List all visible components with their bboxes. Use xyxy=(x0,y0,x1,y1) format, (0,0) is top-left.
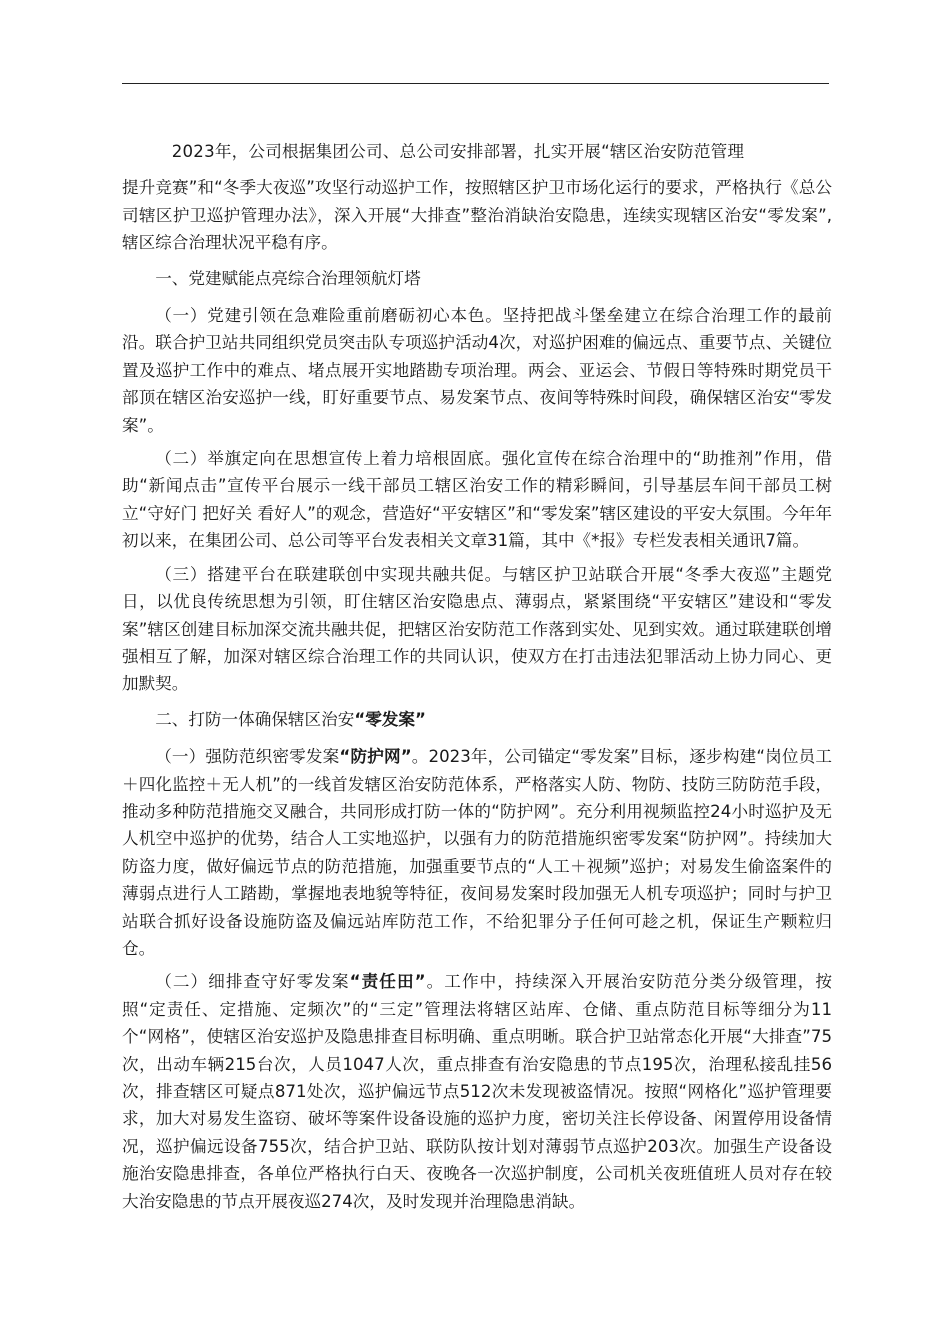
section-2-heading xyxy=(122,706,832,733)
section-2-para-1-body: 。2023年，公司锚定“零发案”目标，逐步构建“岗位员工＋四化监控＋无人机”的一线首发辖区治安防范体系，严格落实人防、物防、技防三防防范手段，推动多种防范措施交叉融合，共同形成打防一体的“防护网”。充分利用视频监控24小时巡护及无人机空中巡护的优势，结合人工实地巡护，以强有力的防范措施织密零发案“防护网”。持续加大防盗力度，做好偏远节点的防范措施，加强重要节点的“人工＋视频”巡护；对易发生偷盗案件的薄弱点进行人工踏勘，掌握地表地貌等特征，夜间易发案时段加强无人机专项巡护；同时与护卫站联合抓好设备设施防盗及偏远站库防范工作，不给犯罪分子任何可趁之机，保证生产颗粒归仓。 xyxy=(122,747,832,958)
section-1-para-1: （一）党建引领在急难险重前磨砺初心本色。坚持把战斗堡垒建立在综合治理工作的最前沿。联合护卫站共同组织党员突击队专项巡护活动4次，对巡护困难的偏远点、重要节点、关键位置及巡护工作中的难点、堵点展开实地踏勘专项治理。两会、亚运会、节假日等特殊时期党员干部顶在辖区治安巡护一线，盯好重要节点、易发案节点、夜间等特殊时间段，确保辖区治安“零发案”。 xyxy=(122,306,832,435)
section-2-heading-emphasis: “零发案” xyxy=(354,709,426,729)
section-1-para-2: （二）举旗定向在思想宣传上着力培根固底。强化宣传在综合治理中的“助推剂”作用，借助“新闻点击”宣传平台展示一线干部员工辖区治安工作的精彩瞬间，引导基层车间干部员工树立“守好门 把好关 看好人”的观念，营造好“平安辖区”和“零发案”辖区建设的平安大氛围。今年年初以来，在集团公司、总公司等平台发表相关文章31篇，其中《*报》专栏发表相关通讯7篇。 xyxy=(122,449,832,551)
document-body xyxy=(122,138,832,1221)
intro-paragraph xyxy=(122,138,832,257)
section-2-para-2-emphasis: “责任田” xyxy=(349,972,426,992)
section-2-para-1 xyxy=(122,743,832,962)
header-rule xyxy=(122,83,829,84)
section-2-para-1-emphasis: “防护网” xyxy=(339,747,412,767)
intro-first-line: 2023年，公司根据集团公司、总公司安排部署，扎实开展“辖区治安防范管理 xyxy=(171,142,745,161)
section-1-heading: 一、党建赋能点亮综合治理领航灯塔 xyxy=(155,268,421,288)
section-2-para-2 xyxy=(122,968,832,1215)
section-2-heading-text: 二、打防一体确保辖区治安 xyxy=(155,709,355,729)
intro-rest: 提升竞赛”和“冬季大夜巡”攻坚行动巡护工作，按照辖区护卫市场化运行的要求，严格执行《总公司辖区护卫巡护管理办法》，深入开展“大排查”整治消缺治安隐患，连续实现辖区治安“零发案”,辖区综合治理状况平稳有序。 xyxy=(122,178,832,253)
section-1-para-3: （三）搭建平台在联建联创中实现共融共促。与辖区护卫站联合开展“冬季大夜巡”主题党日，以优良传统思想为引领，盯住辖区治安隐患点、薄弱点，紧紧围绕“平安辖区”建设和“零发案”辖区创建目标加深交流共融共促，把辖区治安防范工作落到实处、见到实效。通过联建联创增强相互了解，加深对辖区综合治理工作的共同认识，使双方在打击违法犯罪活动上协力同心、更加默契。 xyxy=(122,564,832,694)
section-2-para-1-lead: （一）强防范织密零发案 xyxy=(155,747,340,767)
section-2-para-2-lead: （二）细排查守好零发案 xyxy=(155,972,350,992)
section-2-para-2-body: 。工作中，持续深入开展治安防范分类分级管理，按照“定责任、定措施、定频次”的“三定”管理法将辖区站库、仓储、重点防范目标等细分为11个“网格”，使辖区治安巡护及隐患排查目标明确、重点明晰。联合护卫站常态化开展“大排查”75次，出动车辆215台次，人员1047人次，重点排查有治安隐患的节点195次，治理私接乱挂56次，排查辖区可疑点871处次，巡护偏远节点512次未发现被盗情况。按照“网格化”巡护管理要求，加大对易发生盗窃、破坏等案件设备设施的巡护力度，密切关注长停设备、闲置停用设备情况，巡护偏远设备755次，结合护卫站、联防队按计划对薄弱节点巡护203次。加强生产设备设施治安隐患排查，各单位严格执行白天、夜晚各一次巡护制度，公司机关夜班值班人员对存在较大治安隐患的节点开展夜巡274次，及时发现并治理隐患消缺。 xyxy=(122,972,833,1211)
